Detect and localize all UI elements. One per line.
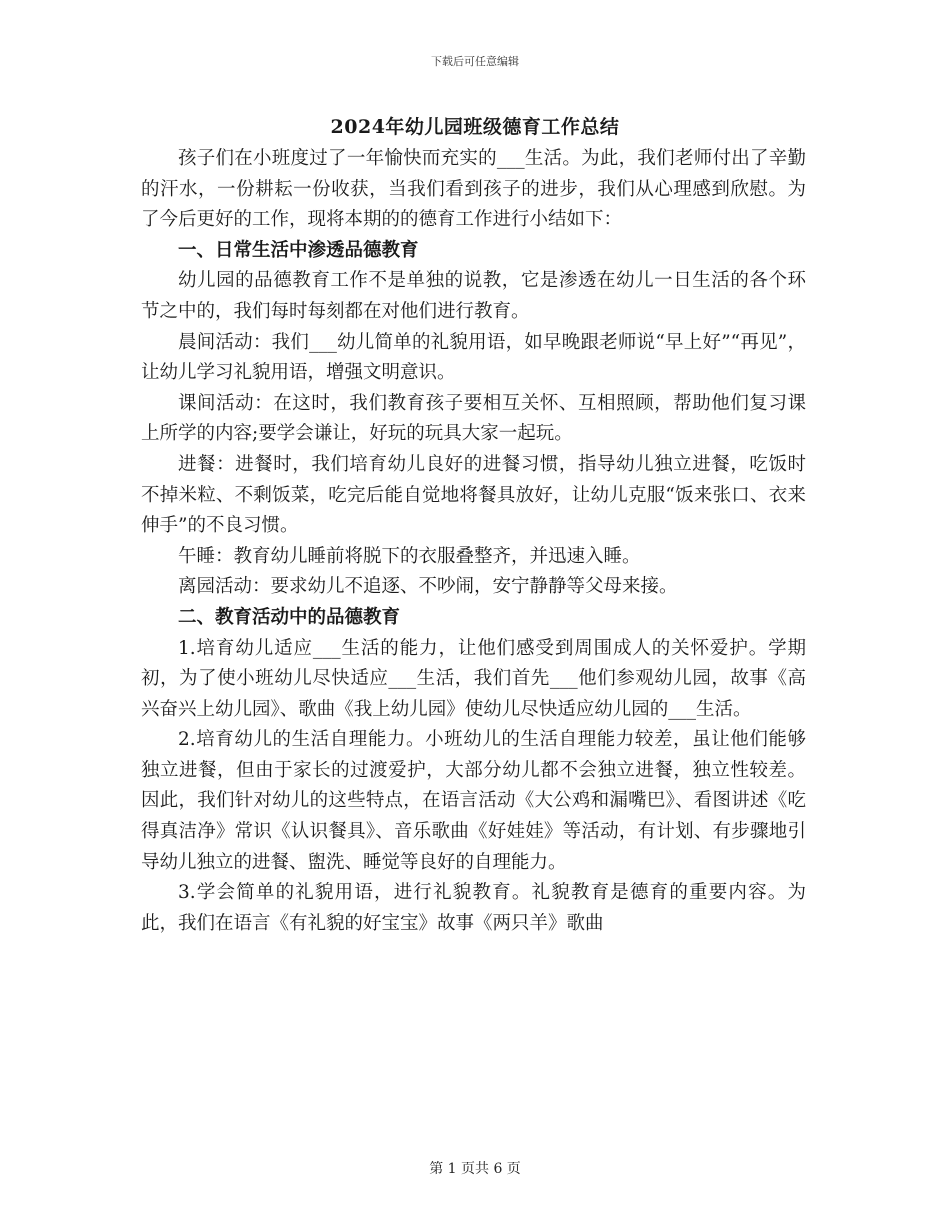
paragraph: 进餐：进餐时，我们培育幼儿良好的进餐习惯，指导幼儿独立进餐，吃饭时不掉米粒、不剩饭菜，吃完后能自觉地将餐具放好，让幼儿克服“饭来张口、衣来伸手”的不良习惯。	[141, 453, 806, 537]
section-heading-2: 二、教育活动中的品德教育	[178, 606, 401, 628]
paragraph: 2.培育幼儿的生活自理能力。小班幼儿的生活自理能力较差，虽让他们能够独立进餐，但由于家长的过渡爱护，大部分幼儿都不会独立进餐，独立性较差。因此，我们针对幼儿的这些特点，在语言活动《大公鸡和漏嘴巴》、看图讲述《吃得真洁净》常识《认识餐具》、音乐歌曲《好娃娃》等活动，有计划、有步骤地引导幼儿独立的进餐、盥洗、睡觉等良好的自理能力。	[141, 729, 806, 873]
paragraph: 1.培育幼儿适应___生活的能力，让他们感受到周围成人的关怀爱护。学期初，为了使小班幼儿尽快适应___生活，我们首先___他们参观幼儿园，故事《高兴奋兴上幼儿园》、歌曲《我上幼儿园》使幼儿尽快适应幼儿园的___生活。	[141, 637, 806, 720]
paragraph: 3.学会简单的礼貌用语，进行礼貌教育。礼貌教育是德育的重要内容。为此，我们在语言《有礼貌的好宝宝》故事《两只羊》歌曲	[141, 882, 806, 934]
paragraph: 离园活动：要求幼儿不追逐、不吵闹，安宁静静等父母来接。	[178, 576, 678, 598]
page-title: 2024年幼儿园班级德育工作总结	[330, 116, 620, 138]
header-note: 下载后可任意编辑	[431, 55, 519, 68]
paragraph: 课间活动：在这时，我们教育孩子要相互关怀、互相照顾，帮助他们复习课上所学的内容;要学会谦让，好玩的玩具大家一起玩。	[141, 392, 806, 445]
document-body	[141, 144, 806, 939]
section-heading-1: 一、日常生活中渗透品德教育	[178, 239, 419, 261]
paragraph: 幼儿园的品德教育工作不是单独的说教，它是渗透在幼儿一日生活的各个环节之中的，我们每时每刻都在对他们进行教育。	[141, 270, 806, 322]
page-footer: 第 1 页共 6 页	[429, 1161, 521, 1177]
paragraph: 午睡：教育幼儿睡前将脱下的衣服叠整齐，并迅速入睡。	[178, 545, 641, 567]
paragraph: 晨间活动：我们___幼儿简单的礼貌用语，如早晚跟老师说“早上好”“再见”，让幼儿学习礼貌用语，增强文明意识。	[141, 331, 806, 384]
intro-paragraph: 孩子们在小班度过了一年愉快而充实的___生活。为此，我们老师付出了辛勤的汗水，一份耕耘一份收获，当我们看到孩子的进步，我们从心理感到欣慰。为了今后更好的工作，现将本期的的德育工作进行小结如下：	[141, 148, 806, 231]
